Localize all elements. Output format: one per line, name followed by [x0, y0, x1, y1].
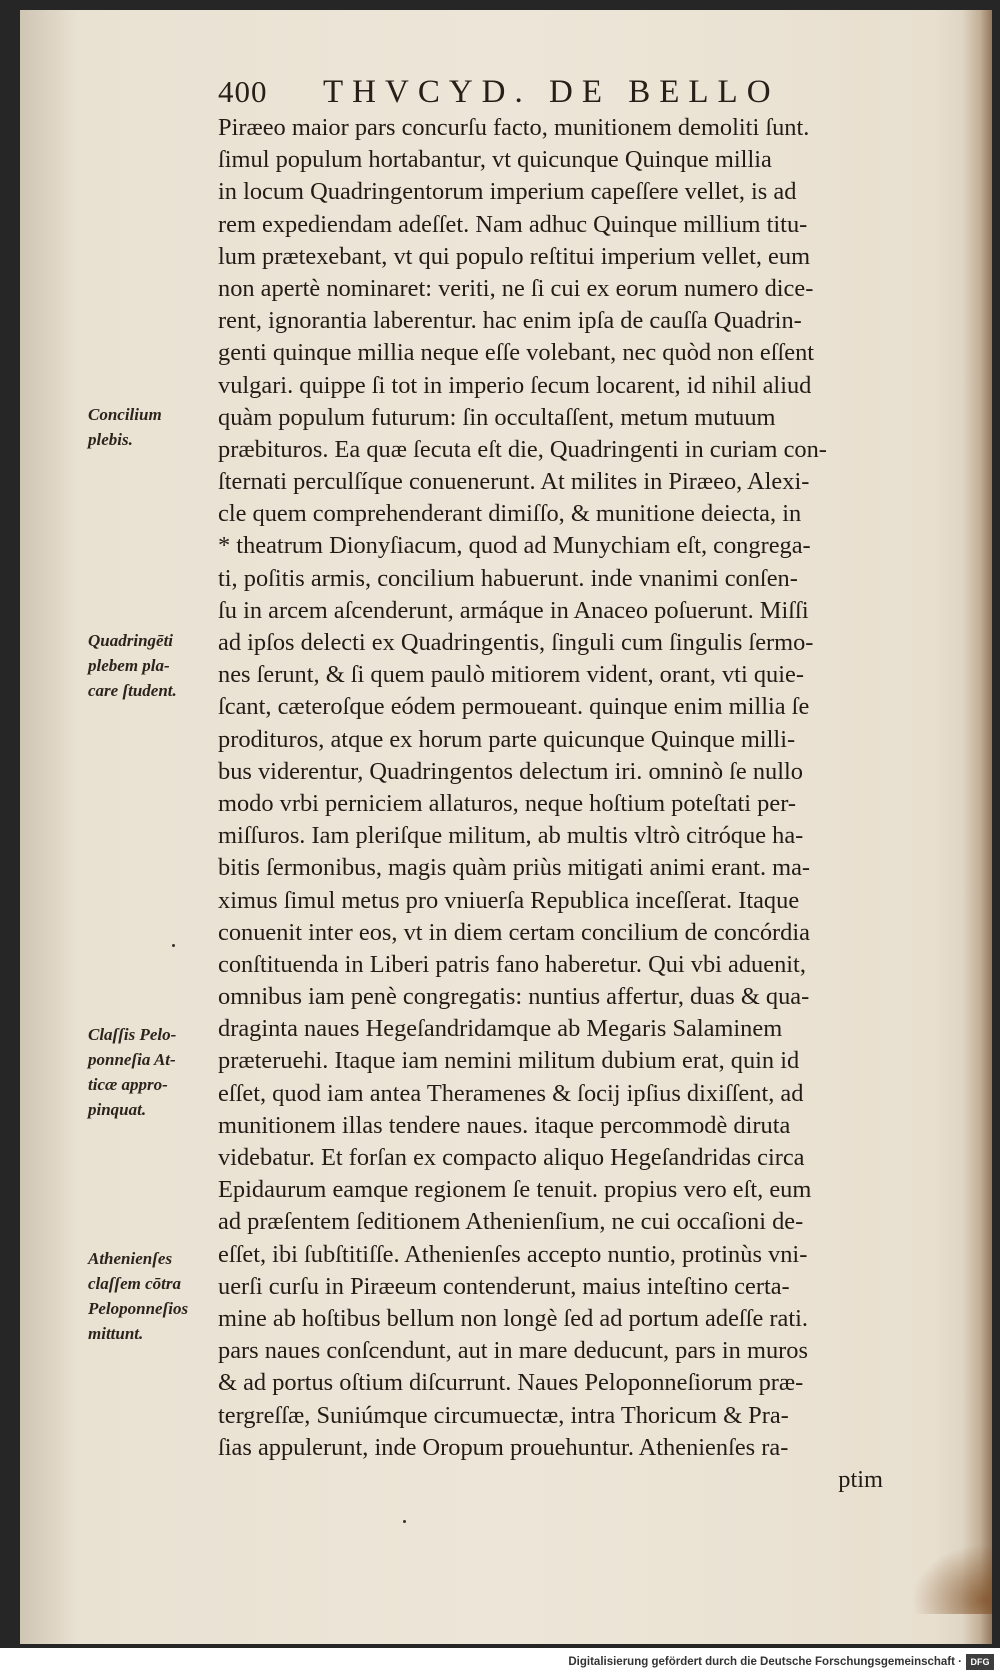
text-line: & ad portus oſtium diſcurrunt. Naues Peloponneſiorum præ- — [218, 1369, 804, 1397]
page-stain — [912, 1544, 992, 1614]
text-line: pars naues conſcendunt, aut in mare deducunt, pars in muros — [218, 1337, 808, 1365]
text-line: uerſi curſu in Piræeum contenderunt, maius inteſtino certa- — [218, 1272, 790, 1300]
page-number: 400 — [218, 74, 268, 109]
text-line: præteruehi. Itaque iam nemini militum dubium erat, quin id — [218, 1047, 800, 1075]
text-line: conſtituenda in Liberi patris fano haberetur. Qui vbi aduenit, — [218, 950, 806, 978]
text-line: tergreſſæ, Suniúmque circumuectæ, intra Thoricum & Pra- — [218, 1401, 789, 1429]
text-line: cle quem comprehenderant dimiſſo, & munitione deiecta, in — [218, 500, 802, 528]
text-line: ti, poſitis armis, concilium habuerunt. inde vnanimi conſen- — [218, 564, 798, 592]
dfg-logo: DFG — [966, 1654, 994, 1670]
text-line: vulgari. quippe ſi tot in imperio ſecum locarent, id nihil aliud — [218, 371, 812, 399]
text-line: eſſet, quod iam antea Theramenes & ſocij ipſius dixiſſent, ad — [218, 1079, 804, 1107]
text-line: ad præſentem ſeditionem Athenienſium, ne cui occaſioni de- — [218, 1208, 804, 1236]
text-line: ſternati perculſíque conuenerunt. At milites in Piræeo, Alexi- — [218, 468, 810, 496]
margin-note-line: Quadringēti — [88, 631, 174, 650]
main-text-block — [218, 112, 943, 1496]
text-line: conuenit inter eos, vt in diem certam concilium de concórdia — [218, 918, 810, 946]
text-line: genti quinque millia neque eſſe volebant, nec quòd non eſſent — [218, 339, 815, 367]
digitization-footer — [0, 1648, 1000, 1679]
page-edge-shadow — [962, 10, 992, 1644]
text-line: rem expediendam adeſſet. Nam adhuc Quinque millium titu- — [218, 210, 808, 238]
margin-note-line: claſſem cōtra — [88, 1274, 181, 1293]
text-line: quàm populum futurum: ſin occultaſſent, metum mutuum — [218, 403, 776, 431]
text-line: lum prætexebant, vt qui populo reſtitui imperium vellet, eum — [218, 242, 811, 270]
text-line: ſias appulerunt, inde Oropum prouehuntur. Athenienſes ra- — [218, 1433, 789, 1461]
page-header — [218, 74, 838, 110]
text-line: omnibus iam penè congregatis: nuntius affertur, duas & qua- — [218, 983, 810, 1011]
text-line: munitionem illas tendere naues. itaque percommodè diruta — [218, 1111, 791, 1139]
text-line: miſſuros. Iam pleriſque militum, ab multis vltrò citróque ha- — [218, 822, 804, 850]
ink-speck — [403, 1520, 406, 1523]
running-title: THVCYD. DE BELLO — [323, 74, 780, 110]
text-line: ſu in arcem aſcenderunt, armáque in Anaceo poſuerunt. Miſſi — [218, 596, 809, 624]
text-line: ſimul populum hortabantur, vt quicunque Quinque millia — [218, 146, 772, 174]
text-line: ad ipſos delecti ex Quadringentis, ſinguli cum ſingulis ſermo- — [218, 629, 814, 656]
text-line: eſſet, ibi ſubſtitiſſe. Athenienſes accepto nuntio, protinùs vni- — [218, 1240, 808, 1268]
margin-note-concilium — [88, 402, 213, 452]
text-line: ptim — [838, 1465, 883, 1493]
text-line: bitis ſermonibus, magis quàm priùs mitigati animi erant. ma- — [218, 854, 811, 882]
text-line: rent, ignorantia laberentur. hac enim ipſa de cauſſa Quadrin- — [218, 307, 802, 335]
text-line: * theatrum Dionyſiacum, quod ad Munychiam eſt, congrega- — [218, 532, 811, 560]
margin-note-line: Claſſis Pelo- — [88, 1025, 177, 1044]
margin-note-line: ticæ appro- — [88, 1075, 168, 1094]
text-line: bus viderentur, Quadringentos delectum iri. omninò ſe nullo — [218, 757, 803, 785]
ink-speck — [172, 944, 175, 947]
text-line: mine ab hoſtibus bellum non longè ſed ad portum adeſſe rati. — [218, 1304, 808, 1332]
margin-note-line: care ſtudent. — [88, 681, 177, 700]
text-line: præbituros. Ea quæ ſecuta eſt die, Quadringenti in curiam con- — [218, 435, 827, 463]
margin-note-line: pinquat. — [88, 1100, 147, 1119]
margin-note-classis — [88, 1022, 213, 1122]
margin-note-athenienses — [88, 1246, 213, 1346]
margin-note-line: plebis. — [88, 430, 133, 449]
margin-note-line: plebem pla- — [88, 656, 170, 675]
funding-credit: Digitalisierung gefördert durch die Deutsche Forschungsgemeinschaft · — [568, 1656, 962, 1668]
text-line: nes ſerunt, & ſi quem paulò mitiorem vident, orant, vti quie- — [218, 661, 804, 689]
text-line: Epidaurum eamque regionem ſe tenuit. propius vero eſt, eum — [218, 1176, 812, 1204]
margin-note-quadringenti — [88, 628, 213, 703]
text-line: modo vrbi perniciem allaturos, neque hoſtium poteſtati per- — [218, 789, 796, 817]
margin-note-line: ponneſia At- — [88, 1050, 176, 1069]
margin-note-line: Peloponneſios — [88, 1299, 189, 1318]
text-line: ſcant, cæteroſque eódem permoueant. quinque enim millia ſe — [218, 693, 810, 721]
text-line: ximus ſimul metus pro vniuerſa Republica inceſſerat. Itaque — [218, 886, 800, 914]
text-line: in locum Quadringentorum imperium capeſſere vellet, is ad — [218, 178, 797, 206]
margin-note-line: mittunt. — [88, 1324, 144, 1343]
text-line: prodituros, atque ex horum parte quicunque Quinque milli- — [218, 725, 796, 753]
text-line: non apertè nominaret: veriti, ne ſi cui ex eorum numero dice- — [218, 274, 814, 302]
margin-note-line: Athenienſes — [88, 1249, 173, 1268]
text-line: videbatur. Et forſan ex compacto aliquo Hegeſandridas circa — [218, 1144, 805, 1171]
margin-note-line: Concilium — [88, 405, 162, 424]
text-line: Piræeo maior pars concurſu facto, munitionem demoliti ſunt. — [218, 114, 810, 141]
text-line: draginta naues Hegeſandridamque ab Megaris Salaminem — [218, 1015, 783, 1043]
